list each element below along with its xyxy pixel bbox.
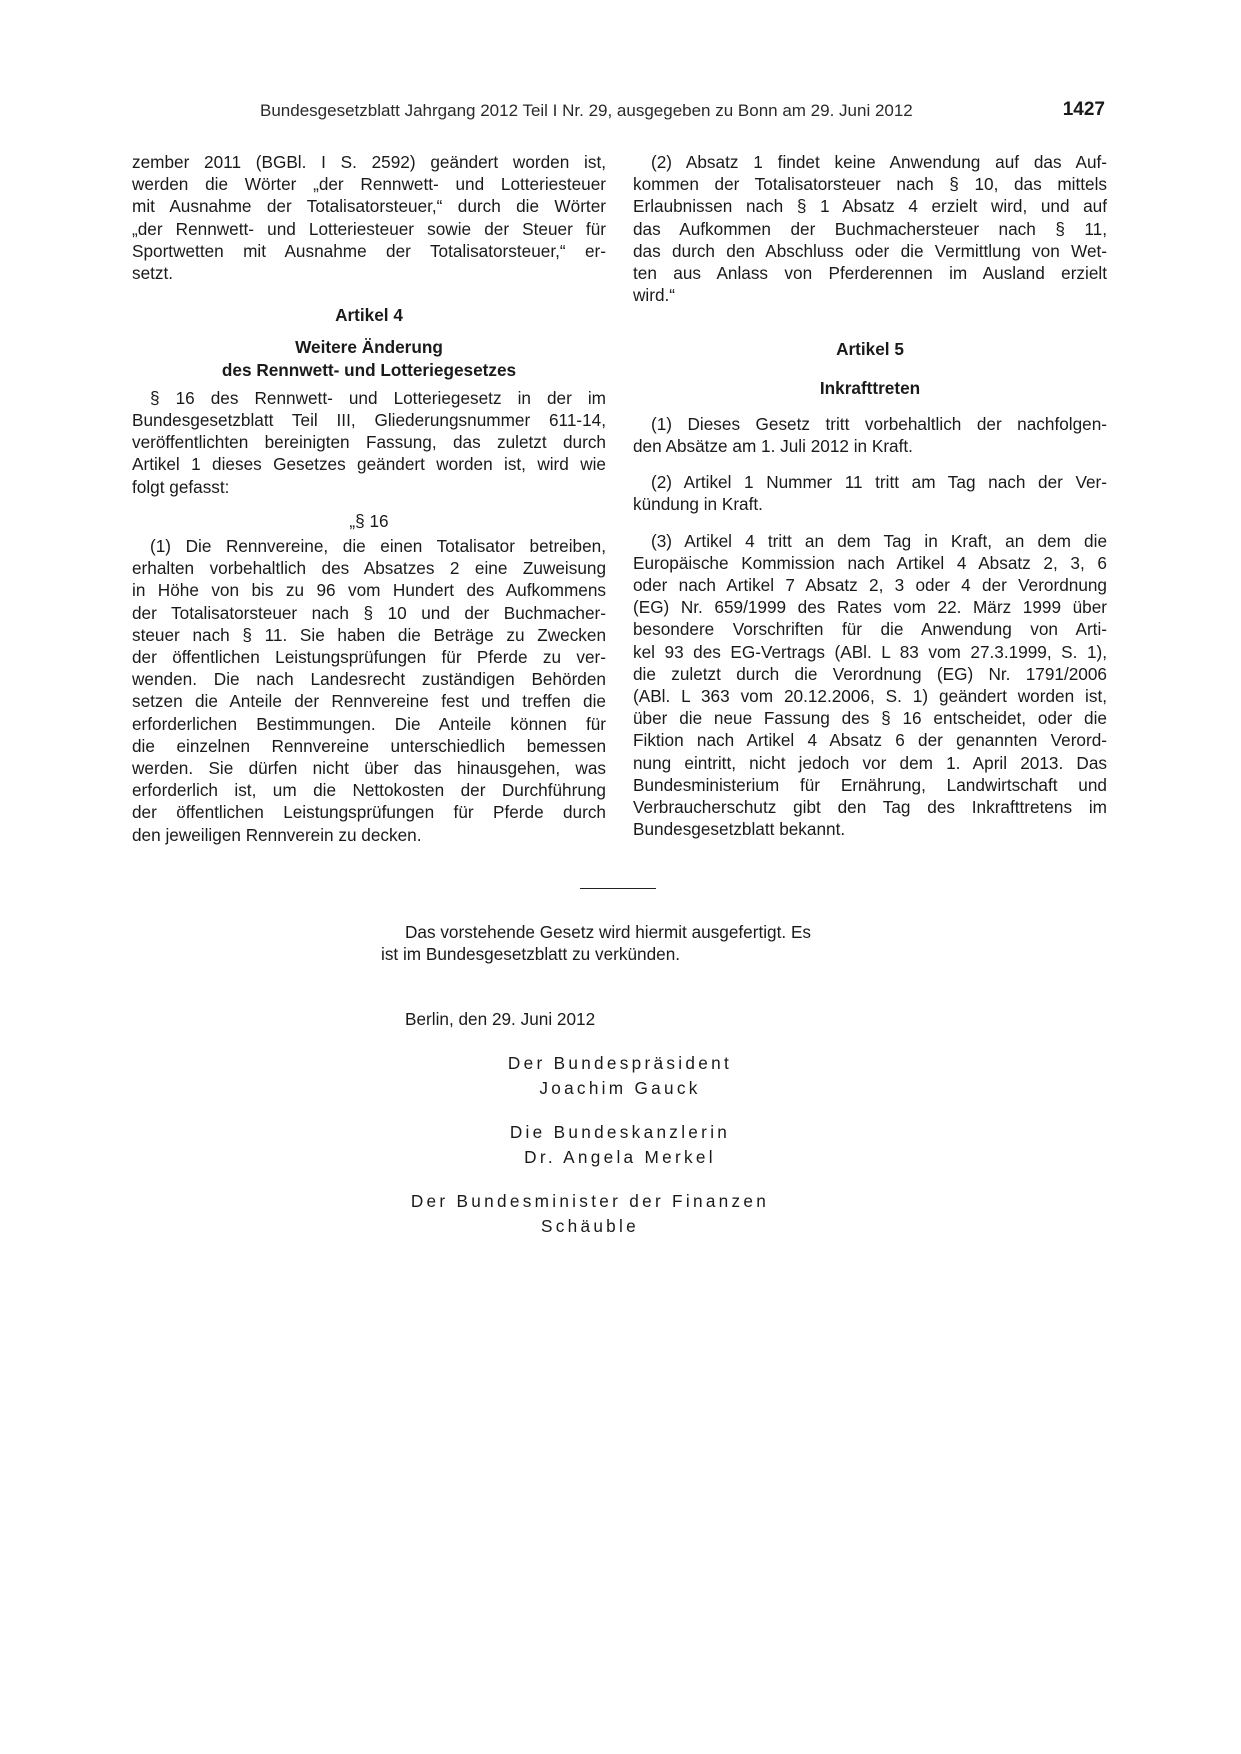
section-16-title: „§ 16 [349,510,389,531]
text-line: kündung in Kraft. [633,494,763,515]
text-line: kommen der Totalisatorsteuer nach § 10, das mittels [633,174,1107,195]
text-line: werden. Sie dürfen nicht über das hinausgehen, was [132,758,606,779]
text-line: wenden. Die nach Landesrecht zuständigen Behörden [132,669,606,690]
text-line: wird.“ [633,285,676,306]
text-line: der Totalisatorsteuer nach § 10 und der Buchmacher- [132,602,606,623]
text-line: kel 93 des EG-Vertrags (ABl. L 83 vom 27.3.1999, S. 1), [633,641,1107,662]
text-line: den jeweiligen Rennverein zu decken. [132,824,422,845]
article-4-subtitle: Weitere Änderung [295,337,443,358]
text-line: Fiktion nach Artikel 4 Absatz 6 der genannten Verord- [633,730,1107,751]
text-line: erforderlichen Bestimmungen. Die Anteile können für [132,713,606,734]
text-line: § 16 des Rennwett- und Lotteriegesetz in der im [150,387,606,408]
text-line: steuer nach § 11. Sie haben die Beträge zu Zwecken [132,624,606,645]
text-line: (1) Dieses Gesetz tritt vorbehaltlich der nachfolgen- [651,413,1107,434]
text-line: (2) Artikel 1 Nummer 11 tritt am Tag nach der Ver- [651,472,1107,493]
text-line: (1) Die Rennvereine, die einen Totalisator betreiben, [150,536,606,557]
article-5-title: Artikel 5 [836,339,904,360]
text-line: veröffentlichten bereinigten Fassung, das zuletzt durch [132,432,606,453]
enactment-formula-line: Das vorstehende Gesetz wird hiermit ausgefertigt. Es [405,922,811,942]
enactment-formula-line: ist im Bundesgesetzblatt zu verkünden. [381,944,681,964]
text-line: (3) Artikel 4 tritt an dem Tag in Kraft, an dem die [651,530,1107,551]
text-line: das Aufkommen der Buchmachersteuer nach § 11, [633,218,1107,239]
article-5-subtitle: Inkrafttreten [819,377,921,398]
text-line: zember 2011 (BGBl. I S. 2592) geändert worden ist, [132,152,606,172]
separator-rule [580,888,656,889]
running-head: Bundesgesetzblatt Jahrgang 2012 Teil I Nr. 29, ausgegeben zu Bonn am 29. Juni 2012 [260,101,913,120]
text-line: das durch den Abschluss oder die Vermittlung von Wet- [633,240,1107,261]
text-line: die zuletzt durch die Verordnung (EG) Nr. 1791/2006 [633,663,1107,684]
intro-paragraph [132,151,606,284]
page-number: 1427 [1062,99,1105,120]
text-line: der öffentlichen Leistungsprüfungen für Pferde zu ver- [132,647,606,668]
text-line: oder nach Artikel 7 Absatz 2, 3 oder 4 der Verordnung [633,575,1107,596]
text-line: setzt. [132,263,174,284]
text-line: die einzelnen Rennvereine unterschiedlich bemessen [132,735,606,756]
signatory-name: Dr. Angela Merkel [524,1147,716,1167]
text-line: Erlaubnissen nach § 1 Absatz 4 erzielt wird, und auf [633,196,1107,217]
text-line: der öffentlichen Leistungsprüfungen für Pferde durch [132,802,606,823]
right-column [633,151,1107,840]
section-16-paragraph-2 [633,151,1107,306]
text-line: (2) Absatz 1 findet keine Anwendung auf das Auf- [651,152,1107,172]
place-date: Berlin, den 29. Juni 2012 [405,1009,596,1029]
text-line: über die neue Fassung des § 16 entscheidet, oder die [633,708,1107,729]
text-line: folgt gefasst: [132,476,230,497]
text-line: in Höhe von bis zu 96 vom Hundert des Aufkommens [132,580,606,601]
text-line: Bundesgesetzblatt Teil III, Gliederungsnummer 611-14, [132,410,606,431]
text-line: Sportwetten mit Ausnahme der Totalisatorsteuer,“ er- [132,240,606,261]
signatory-title: Der Bundespräsident [507,1053,733,1073]
article-4-title: Artikel 4 [335,305,403,326]
text-line: Europäische Kommission nach Artikel 4 Absatz 2, 3, 6 [633,552,1107,573]
text-line: erhalten vorbehaltlich des Absatzes 2 eine Zuweisung [132,558,606,579]
left-column [132,151,606,846]
signatory-title: Die Bundeskanzlerin [509,1122,731,1142]
article-4-subtitle: des Rennwett- und Lotteriegesetzes [221,359,517,380]
section-16-body [132,535,606,846]
text-line: erforderlich ist, um die Nettokosten der Durchführung [132,780,606,801]
text-line: (EG) Nr. 659/1999 des Rates vom 22. März 1999 über [633,597,1107,618]
text-line: Bundesministerium für Ernährung, Landwirtschaft und [633,774,1107,795]
text-line: besondere Vorschriften für die Anwendung von Arti- [633,619,1107,640]
text-line: Bundesgesetzblatt bekannt. [633,819,846,840]
signatory-title: Der Bundesminister der Finanzen [410,1191,770,1211]
article-4-body [132,387,606,498]
signatory-name: Schäuble [540,1216,640,1236]
text-line: setzen die Anteile der Rennvereine fest und treffen die [132,691,606,712]
text-line: „der Rennwett- und Lotteriesteuer sowie der Steuer für [132,218,606,239]
text-line: ten aus Anlass von Pferderennen im Ausland erzielt [633,263,1107,284]
text-line: Verbraucherschutz gibt den Tag des Inkrafttretens im [633,797,1107,818]
text-line: den Absätze am 1. Juli 2012 in Kraft. [633,436,913,457]
article-5-paragraph-1 [633,413,1107,457]
article-5-paragraph-2 [633,471,1107,515]
text-line: Artikel 1 dieses Gesetzes geändert worden ist, wird wie [132,454,606,475]
text-line: (ABl. L 363 vom 20.12.2006, S. 1) geändert worden ist, [633,686,1107,707]
signatory-name: Joachim Gauck [539,1078,701,1098]
text-line: mit Ausnahme der Totalisatorsteuer,“ durch die Wörter [132,196,606,217]
text-line: werden die Wörter „der Rennwett- und Lotteriesteuer [132,174,606,195]
text-line: nung eintritt, nicht jedoch vor dem 1. April 2013. Das [633,752,1107,773]
article-5-paragraph-3 [633,530,1107,841]
